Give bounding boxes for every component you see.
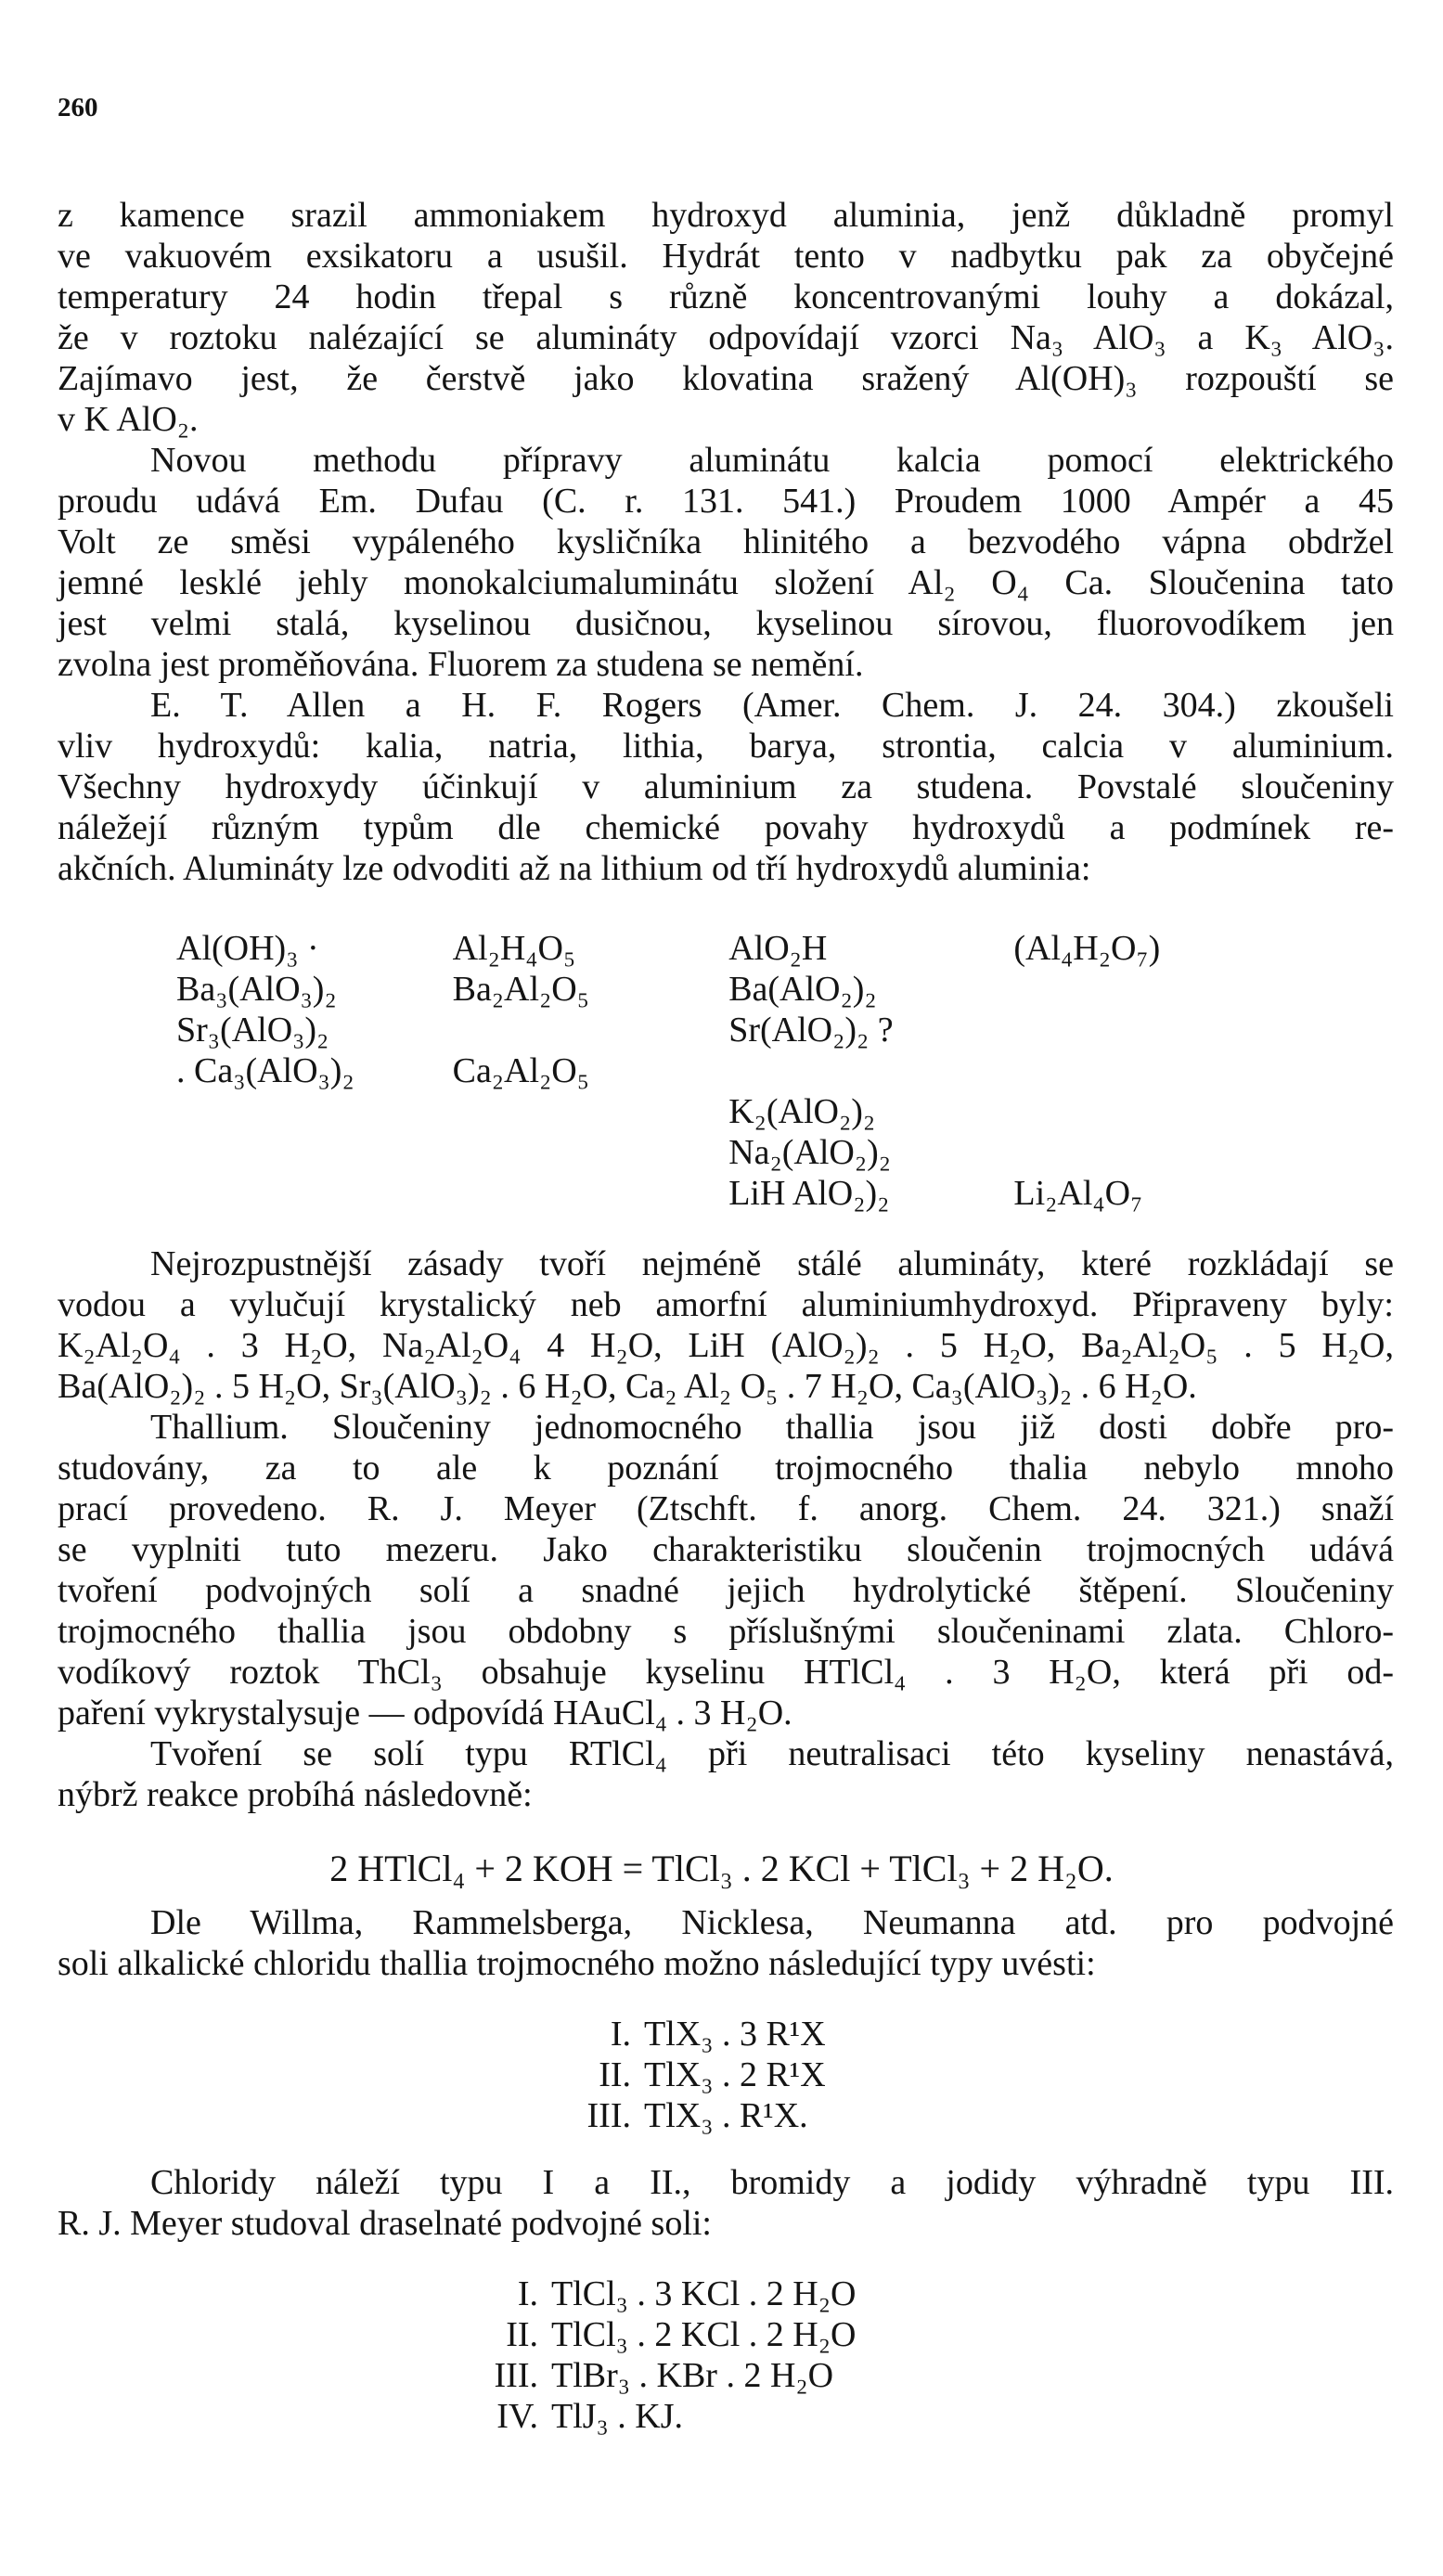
formula-table-row bbox=[176, 1010, 1290, 1050]
formula-table-cell: Na₂(AlO₂)₂ bbox=[728, 1133, 891, 1172]
text-line: náležejí různým typům dle chemické povahy hydroxydů a podmínek re- bbox=[58, 808, 1394, 847]
list-item bbox=[464, 2314, 856, 2355]
formula-table-cell bbox=[453, 1173, 729, 1214]
formula-table-cell: Al₂H₄O₅ bbox=[452, 929, 576, 968]
formula-table-cell bbox=[176, 1091, 453, 1132]
text-line: Tvoření se solí typu RTlCl₄ při neutralisaci této kyseliny nenastává, bbox=[150, 1734, 1394, 1773]
text-line: E. T. Allen a H. F. Rogers (Amer. Chem. J. 24. 304.) zkoušeli bbox=[150, 686, 1394, 725]
formula-table-cell bbox=[453, 1010, 729, 1050]
text-line: vodíkový roztok ThCl₃ obsahuje kyselinu HTlCl₄ . 3 H₂O, která při od- bbox=[58, 1653, 1394, 1692]
text-line: se vyplniti tuto mezeru. Jako charakteristiku sloučenin trojmocných udává bbox=[58, 1530, 1394, 1569]
formula-table-cell bbox=[176, 1132, 453, 1173]
text-line: temperatury 24 hodin třepal s různě koncentrovanými louhy a dokázal, bbox=[58, 277, 1394, 316]
text-line: zvolna jest proměňována. Fluorem za studena se nemění. bbox=[58, 645, 864, 684]
text-line: Volt ze směsi vypáleného kysličníka hlinitého a bezvodého vápna obdržel bbox=[58, 522, 1394, 561]
text-line: Novou methodu přípravy aluminátu kalcia pomocí elektrického bbox=[150, 441, 1394, 480]
text-line: Zajímavo jest, že čerstvě jako klovatina sražený Al(OH)₃ rozpouští se bbox=[58, 359, 1394, 398]
page-number: 260 bbox=[58, 93, 98, 122]
text-line: v K AlO₂. bbox=[58, 400, 199, 439]
formula-table-row bbox=[176, 1050, 1290, 1091]
list-item-number: I. bbox=[517, 2274, 538, 2313]
formula-table-row bbox=[176, 1091, 1290, 1132]
list-item-number: IV. bbox=[496, 2397, 538, 2436]
formula-table-cell: AlO₂H bbox=[728, 929, 828, 968]
list-item-number: II. bbox=[599, 2055, 631, 2094]
text-line: proudu udává Em. Dufau (C. r. 131. 541.) Proudem 1000 Ampér a 45 bbox=[58, 482, 1394, 521]
paragraph-neutralisation bbox=[58, 1733, 1394, 1815]
formula-table-cell: (Al₄H₂O₇) bbox=[1013, 929, 1161, 968]
text-line: tvoření podvojných solí a snadné jejich hydrolytické štěpení. Sloučeniny bbox=[58, 1571, 1394, 1610]
formula-table-cell: K₂(AlO₂)₂ bbox=[728, 1092, 876, 1131]
list-item bbox=[464, 2273, 856, 2314]
text-line: Chloridy náleží typu I a II., bromidy a jodidy výhradně typu III. bbox=[150, 2163, 1394, 2202]
formula-table-cell bbox=[728, 1050, 1013, 1091]
list-item bbox=[557, 2095, 826, 2136]
text-line: vodou a vylučují krystalický neb amorfní aluminiumhydroxyd. Připraveny byly: bbox=[58, 1285, 1394, 1324]
list-item-formula: TlX₃ . R¹X. bbox=[644, 2096, 808, 2135]
formula-table-cell bbox=[1013, 1050, 1290, 1091]
formula-table-cell bbox=[453, 1091, 729, 1132]
text-line: Nejrozpustnější zásady tvoří nejméně stálé alumináty, které rozkládají se bbox=[150, 1244, 1394, 1283]
formula-table-cell: Ba₃(AlO₃)₂ bbox=[176, 970, 337, 1009]
text-line: studovány, za to ale k poznání trojmocného thalia nebylo mnoho bbox=[58, 1449, 1394, 1488]
formula-table-cell bbox=[1013, 1091, 1290, 1132]
formula-table-cell: . Ca₃(AlO₃)₂ bbox=[176, 1051, 354, 1090]
paragraph-double-salt-types bbox=[58, 1902, 1394, 1984]
text-line: že v roztoku nalézající se alumináty odpovídají vzorci Na₃ AlO₃ a K₃ AlO₃. bbox=[58, 318, 1394, 357]
formula-table-cell bbox=[453, 1132, 729, 1173]
aluminate-formula-table bbox=[176, 928, 1290, 1214]
list-item-formula: TlCl₃ . 3 KCl . 2 H₂O bbox=[551, 2274, 857, 2313]
formula-table-cell bbox=[1013, 969, 1290, 1010]
list-item-number: I. bbox=[610, 2015, 631, 2054]
formula-table-cell: Ba(AlO₂)₂ bbox=[728, 970, 877, 1009]
text-line: R. J. Meyer studoval draselnaté podvojné soli: bbox=[58, 2204, 712, 2243]
formula-table-row bbox=[176, 969, 1290, 1010]
salt-types-list bbox=[557, 2014, 826, 2136]
formula-table-cell: Sr(AlO₂)₂ ? bbox=[728, 1011, 894, 1050]
list-item bbox=[557, 2054, 826, 2095]
list-item-formula: TlJ₃ . KJ. bbox=[551, 2397, 684, 2436]
paragraph-dufau bbox=[58, 440, 1394, 685]
list-item-number: III. bbox=[586, 2096, 631, 2135]
list-item-formula: TlX₃ . 2 R¹X bbox=[644, 2055, 826, 2094]
list-item-formula: TlX₃ . 3 R¹X bbox=[644, 2015, 826, 2054]
formula-table-cell bbox=[1013, 1132, 1290, 1173]
text-line: trojmocného thallia jsou obdobny s příslušnými sloučeninami zlata. Chloro- bbox=[58, 1612, 1394, 1651]
text-line: paření vykrystalysuje — odpovídá HAuCl₄ . 3 H₂O. bbox=[58, 1694, 792, 1732]
text-line: jemné lesklé jehly monokalciumaluminátu složení Al₂ O₄ Ca. Sloučenina tato bbox=[58, 563, 1394, 602]
text-line: ve vakuovém exsikatoru a usušil. Hydrát tento v nadbytku pak za obyčejné bbox=[58, 237, 1394, 276]
list-item-number: II. bbox=[506, 2315, 538, 2354]
list-item bbox=[557, 2014, 826, 2054]
paragraph-chlorides bbox=[58, 2162, 1394, 2244]
paragraph-allen-rogers bbox=[58, 685, 1394, 889]
formula-table-row bbox=[176, 1132, 1290, 1173]
text-line: Všechny hydroxydy účinkují v aluminium za studena. Povstalé sloučeniny bbox=[58, 767, 1394, 806]
text-line: prací provedeno. R. J. Meyer (Ztschft. f. anorg. Chem. 24. 321.) snaží bbox=[58, 1489, 1394, 1528]
text-line: nýbrž reakce probíhá následovně: bbox=[58, 1775, 533, 1814]
text-line: K₂Al₂O₄ . 3 H₂O, Na₂Al₂O₄ 4 H₂O, LiH (AlO₂)₂ . 5 H₂O, Ba₂Al₂O₅ . 5 H₂O, bbox=[58, 1326, 1394, 1365]
formula-table-cell bbox=[1013, 1010, 1290, 1050]
formula-table-cell: LiH AlO₂)₂ bbox=[728, 1174, 890, 1213]
text-line: Ba(AlO₂)₂ . 5 H₂O, Sr₃(AlO₃)₂ . 6 H₂O, Ca₂ Al₂ O₅ . 7 H₂O, Ca₃(AlO₃)₂ . 6 H₂O. bbox=[58, 1367, 1197, 1406]
paragraph-aluminates-intro bbox=[58, 195, 1394, 440]
formula-table-cell: Al(OH)₃ · bbox=[176, 929, 319, 968]
formula-table-cell: Ba₂Al₂O₅ bbox=[452, 970, 589, 1009]
paragraph-solubility bbox=[58, 1243, 1394, 1407]
list-item bbox=[464, 2396, 856, 2437]
text-line: z kamence srazil ammoniakem hydroxyd aluminia, jenž důkladně promyl bbox=[58, 196, 1394, 235]
reaction-equation: 2 HTlCl₄ + 2 KOH = TlCl₃ . 2 KCl + TlCl₃ + 2 H₂O. bbox=[329, 1848, 1114, 1889]
list-item-number: III. bbox=[494, 2356, 538, 2395]
text-line: vliv hydroxydů: kalia, natria, lithia, barya, strontia, calcia v aluminium. bbox=[58, 727, 1394, 766]
text-line: Dle Willma, Rammelsberga, Nicklesa, Neumanna atd. pro podvojné bbox=[150, 1903, 1394, 1942]
list-item-formula: TlCl₃ . 2 KCl . 2 H₂O bbox=[551, 2315, 857, 2354]
formula-table-cell bbox=[176, 1173, 453, 1214]
formula-table-cell: Ca₂Al₂O₅ bbox=[452, 1051, 589, 1090]
text-line: soli alkalické chloridu thallia trojmocného možno následující typy uvésti: bbox=[58, 1944, 1096, 1983]
list-item-formula: TlBr₃ . KBr . 2 H₂O bbox=[551, 2356, 834, 2395]
text-line: Thallium. Sloučeniny jednomocného thallia jsou již dosti dobře pro- bbox=[150, 1408, 1394, 1447]
text-line: akčních. Alumináty lze odvoditi až na lithium od tří hydroxydů aluminia: bbox=[58, 849, 1091, 888]
list-item bbox=[464, 2355, 856, 2396]
formula-table-row bbox=[176, 928, 1290, 969]
text-line: jest velmi stalá, kyselinou dusičnou, kyselinou sírovou, fluorovodíkem jen bbox=[58, 604, 1394, 643]
formula-table-cell: Sr₃(AlO₃)₂ bbox=[176, 1011, 329, 1050]
paragraph-thallium bbox=[58, 1407, 1394, 1733]
formula-table-row bbox=[176, 1173, 1290, 1214]
formula-table-cell: Li₂Al₄O₇ bbox=[1013, 1174, 1143, 1213]
potassium-salts-list bbox=[464, 2273, 856, 2437]
